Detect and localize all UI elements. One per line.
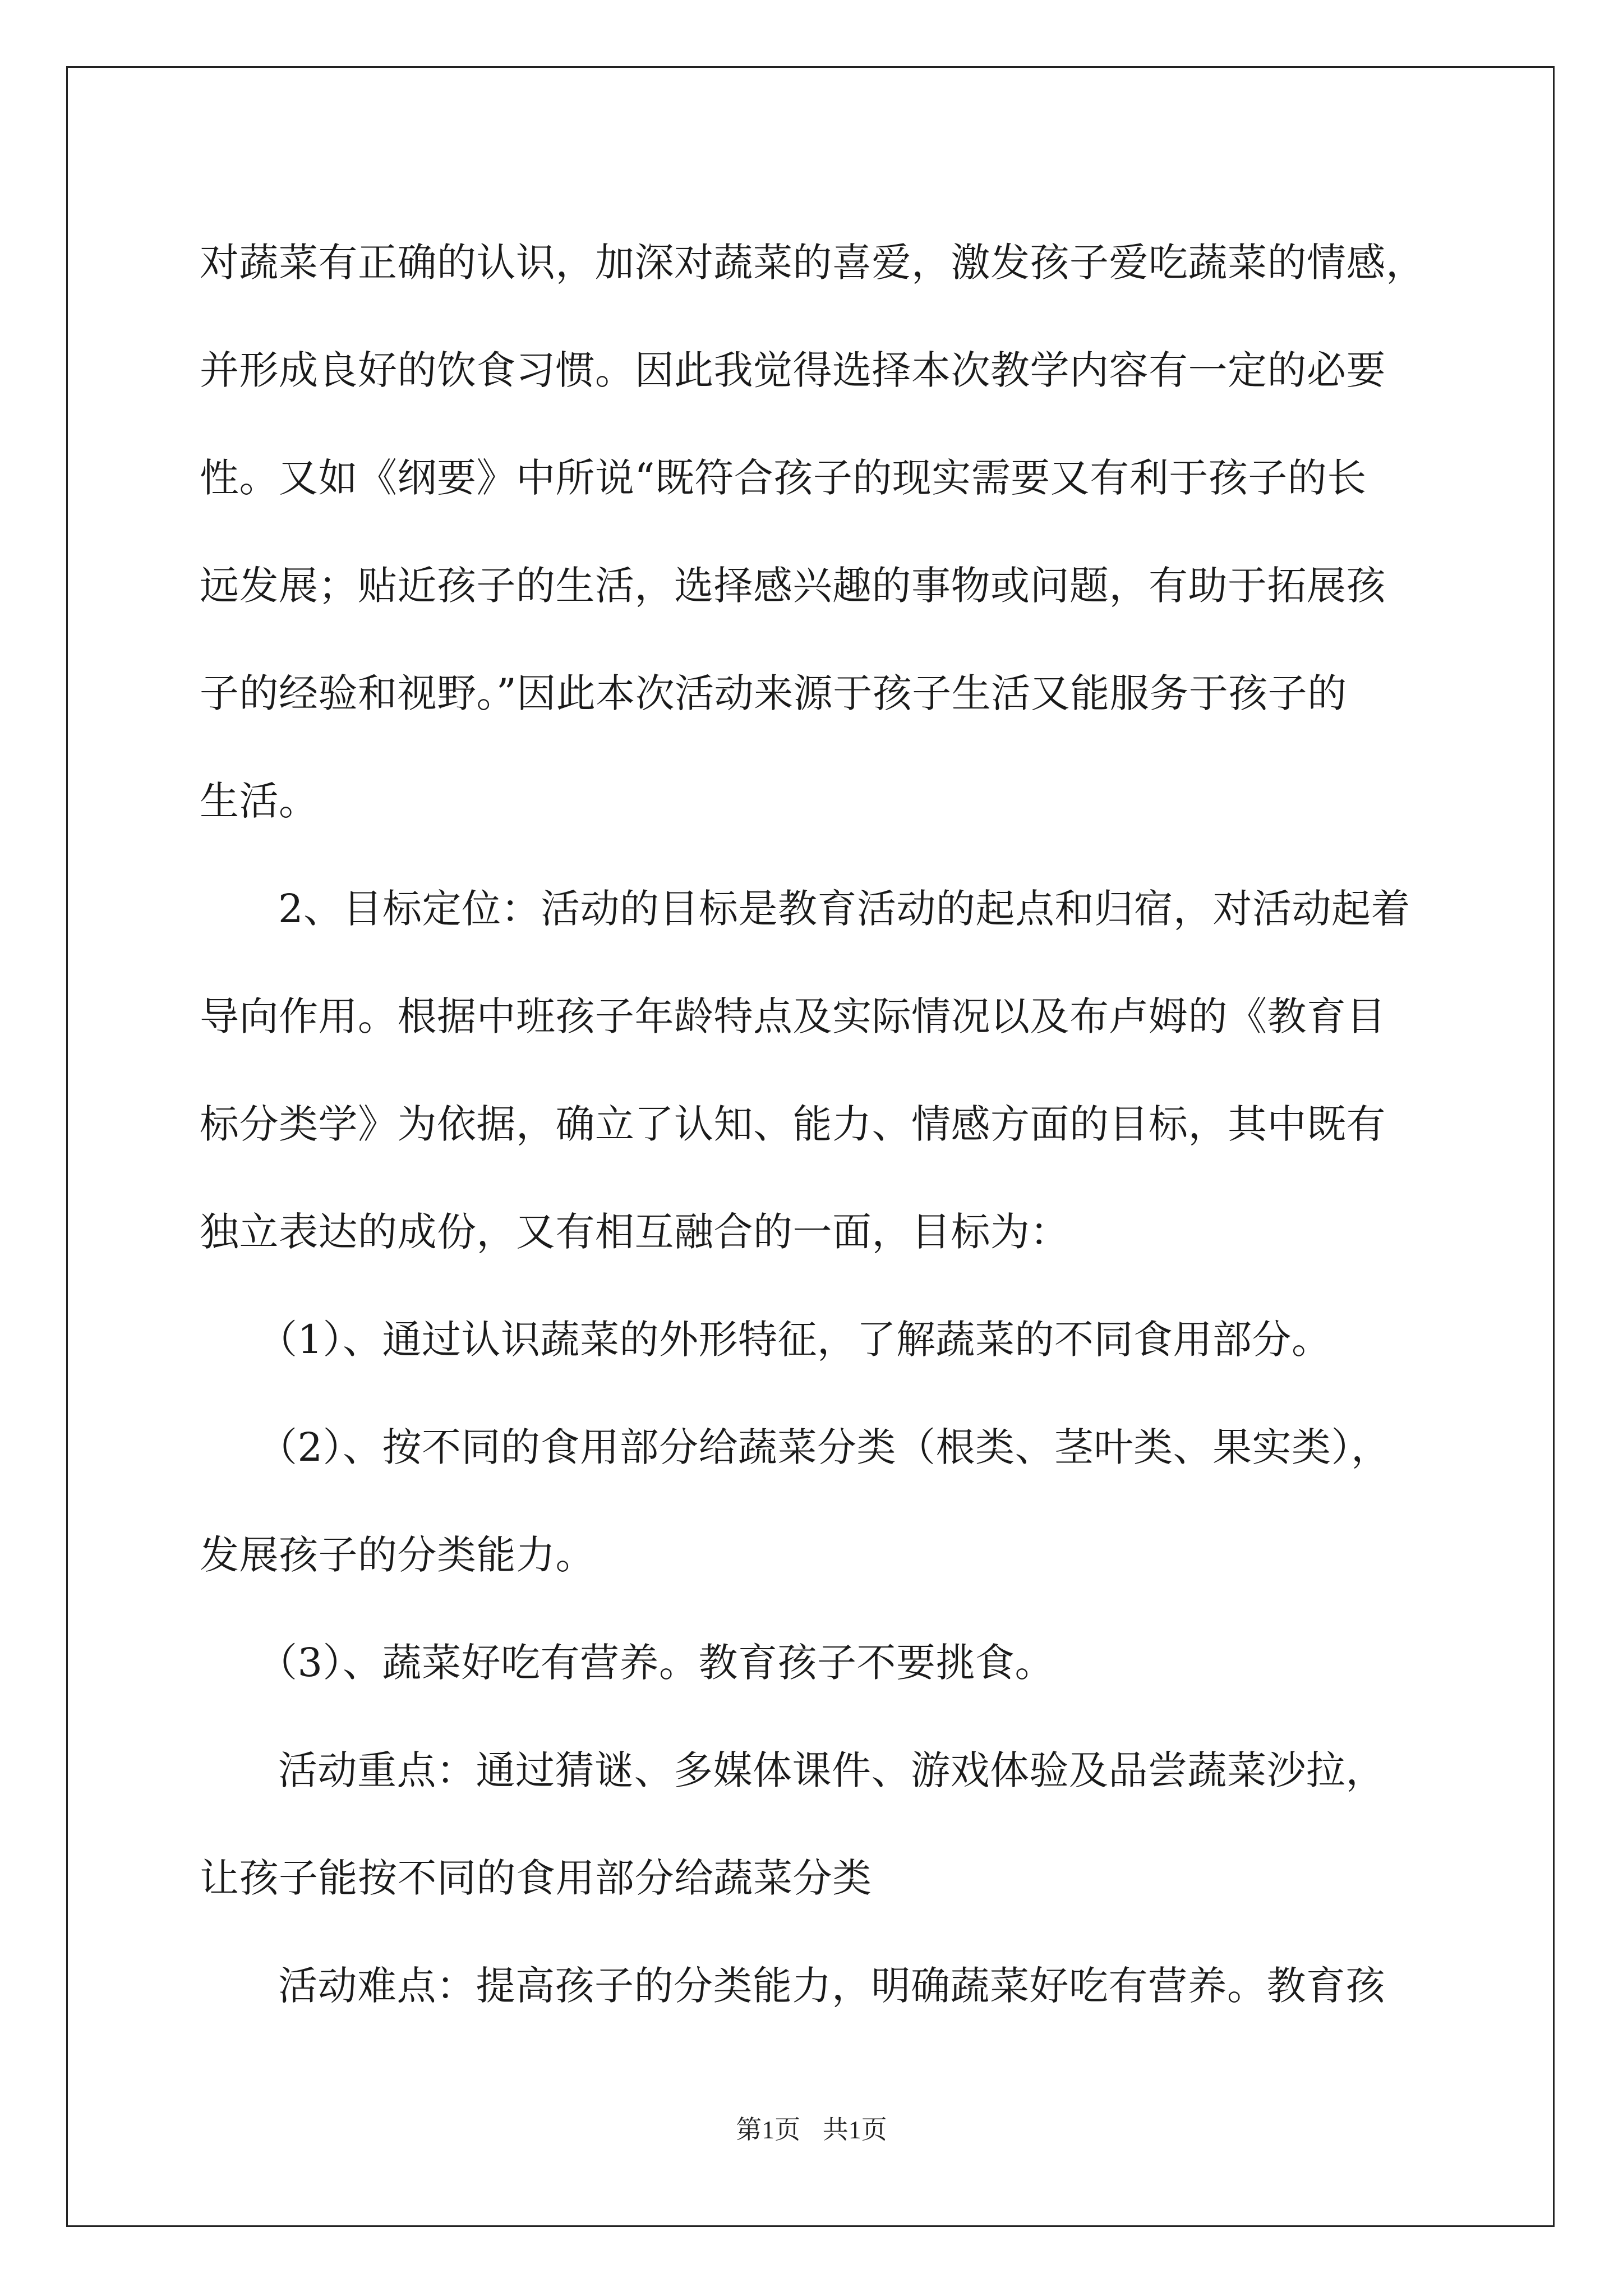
page-total: 共1页	[822, 2115, 887, 2144]
goal-item-3: （3）、蔬菜好吃有营养。教育孩子不要挑食。	[258, 1640, 1055, 1686]
text-line: 标分类学》为依据，确立了认知、能力、情感方面的目标，其中既有	[200, 1101, 1386, 1147]
text-line: 性。又如《纲要》中所说“既符合孩子的现实需要又有利于孩子的长	[200, 455, 1367, 501]
goal-item-1: （1）、通过认识蔬菜的外形特征，了解蔬菜的不同食用部分。	[258, 1317, 1331, 1363]
page-number: 第1页	[736, 2115, 801, 2144]
text-line: 生活。	[200, 778, 319, 824]
page-footer	[0, 2109, 1623, 2146]
text-line: 独立表达的成份，又有相互融合的一面，目标为：	[200, 1209, 1069, 1255]
text-line: 让孩子能按不同的食用部分给蔬菜分类	[200, 1855, 872, 1901]
goal-item-2: （2）、按不同的食用部分给蔬菜分类（根类、茎叶类、果实类），	[258, 1424, 1391, 1470]
text-line: 并形成良好的饮食习惯。因此我觉得选择本次教学内容有一定的必要	[200, 347, 1386, 393]
text-line: 发展孩子的分类能力。	[200, 1532, 595, 1578]
text-line: 子的经验和视野。”因此本次活动来源于孩子生活又能服务于孩子的	[200, 670, 1347, 716]
text-line: 导向作用。根据中班孩子年龄特点及实际情况以及布卢姆的《教育目	[200, 993, 1386, 1039]
text-line: 对蔬菜有正确的认识，加深对蔬菜的喜爱，激发孩子爱吃蔬菜的情感，	[200, 240, 1426, 286]
difficulty-line: 活动难点：提高孩子的分类能力，明确蔬菜好吃有营养。教育孩	[278, 1963, 1385, 2009]
text-line: 远发展；贴近孩子的生活，选择感兴趣的事物或问题，有助于拓展孩	[200, 563, 1386, 609]
key-point-line: 活动重点：通过猜谜、多媒体课件、游戏体验及品尝蔬菜沙拉，	[278, 1747, 1385, 1793]
document-body	[200, 209, 1433, 2040]
section-heading-line: 2、目标定位：活动的目标是教育活动的起点和归宿，对活动起着	[278, 886, 1411, 932]
